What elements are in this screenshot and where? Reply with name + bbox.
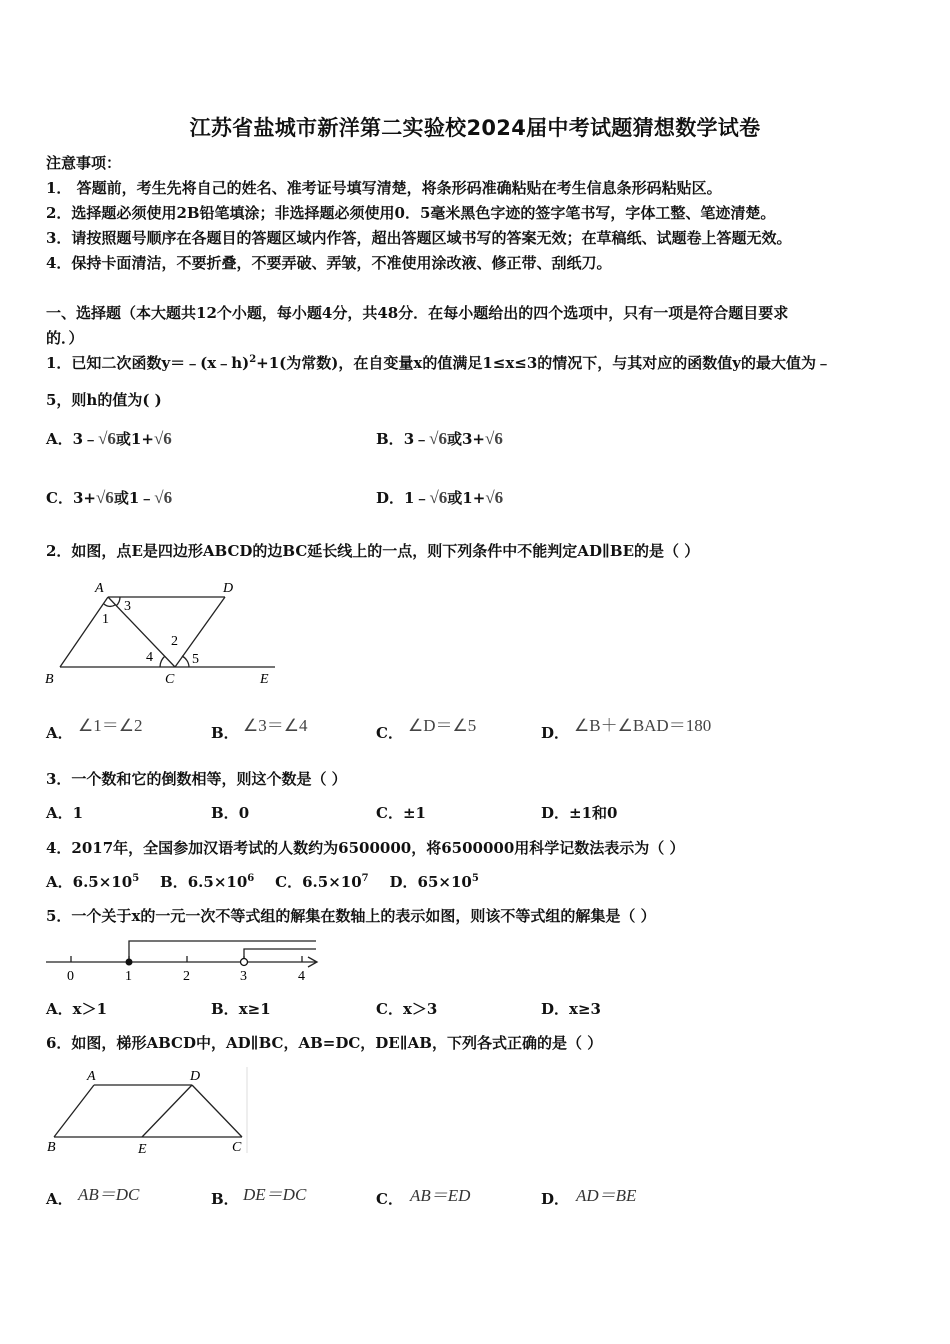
q1-stem-line1: 1．已知二次函数y＝﹣(x﹣h)$^2$+1(为常数)，在自变量x的值满足1≤x≤3的情况下，与其对应的函数值y的最大值为﹣ <box>46 354 831 372</box>
q6-figure <box>42 1065 252 1160</box>
notice-heading: 注意事项： <box>46 154 122 172</box>
notice-item-4: 4．保持卡面清洁，不要折叠，不要弄破、弄皱，不准使用涂改液、修正带、刮纸刀。 <box>46 254 612 272</box>
q5-tick-0: 0 <box>67 969 74 984</box>
q2-angle-2: 2 <box>171 634 178 649</box>
q3-stem: 3．一个数和它的倒数相等，则这个数是（ ） <box>46 770 347 788</box>
q5-open-point <box>241 959 248 966</box>
q6-option-d-label[interactable]: D． <box>541 1190 570 1208</box>
q5-option-d[interactable]: D．x≥3 <box>541 1000 601 1018</box>
q2-option-b-label[interactable]: B． <box>211 724 239 742</box>
q2-angle-1: 1 <box>102 612 109 627</box>
q6-option-b-expr: DE＝DC <box>243 1185 307 1204</box>
q6-option-c-expr: AB＝ED <box>410 1186 471 1205</box>
q5-tick-4: 4 <box>298 969 305 984</box>
q6-label-b: B <box>47 1140 56 1155</box>
q5-stem: 5．一个关于x的一元一次不等式组的解集在数轴上的表示如图，则该不等式组的解集是（ ） <box>46 907 656 925</box>
q2-label-a: A <box>95 581 104 596</box>
q2-label-d: D <box>223 581 234 596</box>
q5-tick-2: 2 <box>183 969 190 984</box>
q5-closed-point <box>126 959 133 966</box>
q4-options <box>46 871 479 892</box>
q1-option-a[interactable]: A．3﹣√6或1+√6 <box>46 429 172 448</box>
q5-option-c[interactable]: C．x＞3 <box>376 1000 438 1018</box>
q2-option-c-label[interactable]: C． <box>376 724 403 742</box>
q2-stem: 2．如图，点E是四边形ABCD的边BC延长线上的一点，则下列条件中不能判定AD∥BE的是（ ） <box>46 542 700 560</box>
q2-option-a-expr: ∠1＝∠2 <box>78 716 143 735</box>
q6-option-b-label[interactable]: B． <box>211 1190 239 1208</box>
q6-label-d: D <box>190 1069 201 1084</box>
section-heading-line1: 一、选择题（本大题共12个小题，每小题4分，共48分．在每小题给出的四个选项中，只有一项是符合题目要求 <box>46 304 789 322</box>
q5-option-b[interactable]: B．x≥1 <box>211 1000 271 1018</box>
q2-option-b-expr: ∠3＝∠4 <box>243 716 308 735</box>
q6-option-c-label[interactable]: C． <box>376 1190 403 1208</box>
notice-item-3: 3．请按照题号顺序在各题目的答题区域内作答，超出答题区域书写的答案无效；在草稿纸、试题卷上答题无效。 <box>46 229 792 247</box>
notice-item-2: 2．选择题必须使用2B铅笔填涂；非选择题必须使用0．5毫米黑色字迹的签字笔书写，字体工整、笔迹清楚。 <box>46 204 776 222</box>
q4-option-b[interactable]: B．$6.5\times 10^6$ <box>160 873 255 891</box>
q2-angle-5: 5 <box>192 652 199 667</box>
q4-option-c[interactable]: C．$6.5\times 10^7$ <box>275 873 369 891</box>
q3-option-c[interactable]: C．±1 <box>376 804 426 822</box>
q2-figure <box>40 575 285 690</box>
q6-option-a-label[interactable]: A． <box>46 1190 73 1208</box>
q3-option-a[interactable]: A．1 <box>46 804 84 822</box>
page-title: 江苏省盐城市新洋第二实验校2024届中考试题猜想数学试卷 <box>189 116 761 140</box>
q2-angle-4: 4 <box>146 650 153 665</box>
q2-option-c-expr: ∠D＝∠5 <box>408 716 477 735</box>
q2-angle-3: 3 <box>124 599 131 614</box>
notice-item-1: 1． 答题前，考生先将自己的姓名、准考证号填写清楚，将条形码准确粘贴在考生信息条形码粘贴区。 <box>46 179 722 197</box>
q2-option-a-label[interactable]: A． <box>46 724 73 742</box>
q2-label-e: E <box>260 672 269 687</box>
q6-label-e: E <box>138 1142 147 1157</box>
q6-option-d-expr: AD＝BE <box>576 1186 637 1205</box>
q6-label-c: C <box>232 1140 242 1155</box>
q1-stem-line2: 5，则h的值为( ) <box>46 391 162 409</box>
q1-option-b[interactable]: B．3﹣√6或3+√6 <box>376 429 503 448</box>
q2-option-d-label[interactable]: D． <box>541 724 570 742</box>
q3-option-b[interactable]: B．0 <box>211 804 250 822</box>
q5-option-a[interactable]: A．x＞1 <box>46 1000 108 1018</box>
q6-option-a-expr: AB＝DC <box>78 1185 140 1204</box>
q6-stem: 6．如图，梯形ABCD中，AD∥BC，AB=DC，DE∥AB，下列各式正确的是（ ） <box>46 1034 603 1052</box>
q5-number-line <box>44 938 324 986</box>
section-heading-line2: 的．） <box>46 329 84 347</box>
q5-tick-3: 3 <box>240 969 247 984</box>
q4-option-d[interactable]: D．$65\times 10^5$ <box>389 873 479 891</box>
q5-tick-1: 1 <box>125 969 132 984</box>
q1-option-c[interactable]: C．3+√6或1﹣√6 <box>46 488 173 507</box>
q3-option-d[interactable]: D．±1和0 <box>541 804 618 822</box>
q4-stem: 4．2017年，全国参加汉语考试的人数约为6500000，将6500000用科学记数法表示为（ ） <box>46 839 685 857</box>
q6-label-a: A <box>87 1069 96 1084</box>
q2-label-c: C <box>165 672 175 687</box>
q2-option-d-expr: ∠B＋∠BAD＝180 <box>574 716 712 735</box>
q2-label-b: B <box>45 672 54 687</box>
q4-option-a[interactable]: A．$6.5\times 10^5$ <box>46 873 140 891</box>
q1-option-d[interactable]: D．1﹣√6或1+√6 <box>376 488 504 507</box>
